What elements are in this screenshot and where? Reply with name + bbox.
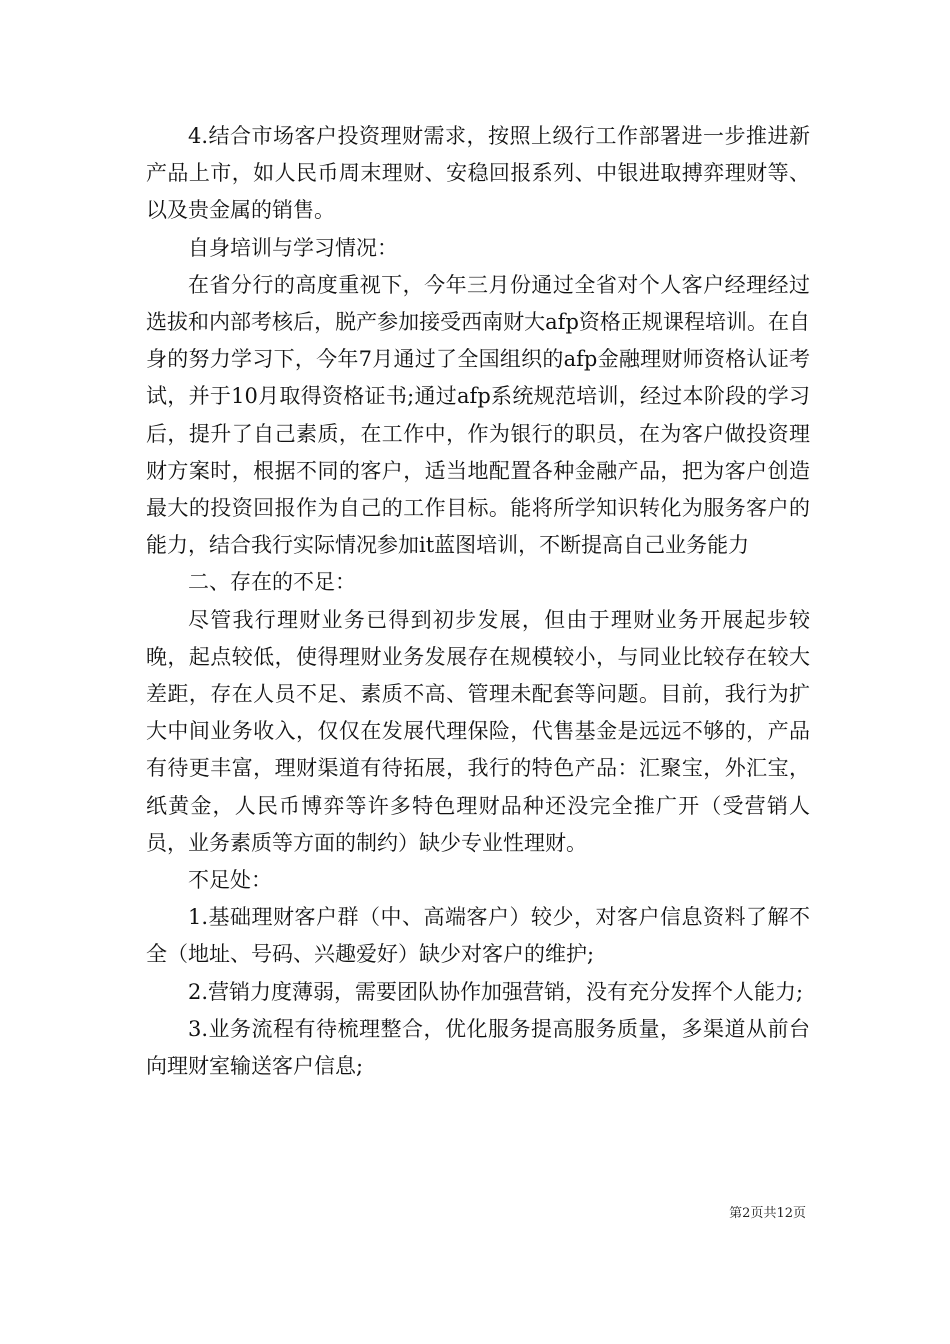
document-body [146,118,810,1085]
paragraph-deficiency-3: 3.业务流程有待梳理整合，优化服务提高服务质量，多渠道从前台向理财室输送客户信息; [146,1016,810,1079]
heading-self-training: 自身培训与学习情况： [188,235,398,260]
paragraph-shortcomings-details: 尽管我行理财业务已得到初步发展，但由于理财业务开展起步较晚，起点较低，使得理财业务发展存在规模较小，与同业比较存在较大差距，存在人员不足、素质不高、管理未配套等问题。目前，我行为扩大中间业务收入，仅仅在发展代理保险，代售基金是远远不够的，产品有待更丰富，理财渠道有待拓展，我行的特色产品：汇聚宝，外汇宝，纸黄金，人民币博弈等许多特色理财品种还没完全推广开（受营销人员，业务素质等方面的制约）缺少专业性理财。 [146,607,810,855]
heading-deficiencies: 不足处： [188,868,272,893]
heading-shortcomings: 二、存在的不足： [188,570,356,595]
paragraph-deficiency-1: 1.基础理财客户群（中、高端客户）较少，对客户信息资料了解不全（地址、号码、兴趣爱好）缺少对客户的维护; [146,905,810,967]
paragraph-item-4-new-products: 4.结合市场客户投资理财需求，按照上级行工作部署进一步推进新产品上市，如人民币周末理财、安稳回报系列、中银进取搏弈理财等、以及贵金属的销售。 [146,124,810,223]
paragraph-deficiency-2: 2.营销力度薄弱，需要团队协作加强营销，没有充分发挥个人能力; [188,979,804,1004]
paragraph-training-details: 在省分行的高度重视下，今年三月份通过全省对个人客户经理经过选拔和内部考核后，脱产参加接受西南财大afp资格正规课程培训。在自身的努力学习下，今年7月通过了全国组织的afp金融理财师资格认证考试，并于10月取得资格证书;通过afp系统规范培训，经过本阶段的学习后，提升了自己素质，在工作中，作为银行的职员，在为客户做投资理财方案时，根据不同的客户，适当地配置各种金融产品，把为客户创造最大的投资回报作为自己的工作目标。能将所学知识转化为服务客户的能力，结合我行实际情况参加it蓝图培训，不断提高自己业务能力 [146,272,810,558]
page-number-footer: 第2页共12页 [729,1206,806,1221]
